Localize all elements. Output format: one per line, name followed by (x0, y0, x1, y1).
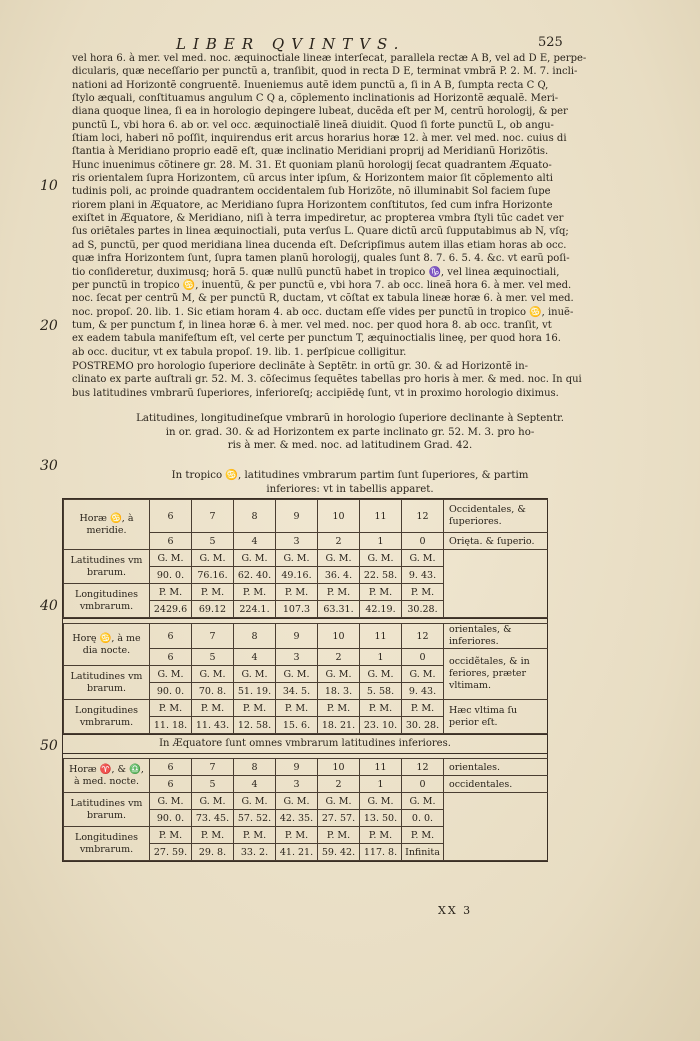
tropic-note: In tropico ♋, latitudines vmbrarum partim ſunt ſuperiores, & partim inferiores: vt in tabellis apparet. (171, 470, 529, 495)
paragraph-postremo: POSTREMO pro horologio ſuperiore declinãte à Septẽtr. in ortũ gr. 30. & ad Horizontẽ in- clinato ex parte auſtrali gr. 52. M. 3. cõſecimus ſequẽtes tabellas pro horis à mer. & med. noc. In qui bus latitudines vmbrarũ ſuperiores, inferioreſq; accipiẽdę ſunt, vt in proximo horologio diximus. (72, 361, 582, 399)
note: orientales. (444, 759, 548, 776)
latitude-label: Latitudines vm brarum. (64, 550, 150, 584)
longitude-label: Longitudines vmbrarum. (64, 700, 150, 734)
line-number-30: 30 (40, 458, 58, 474)
line-number-10: 10 (40, 178, 58, 194)
table-cancer-media-nocte: Horę ♋, à me dia nocte. 6 7 8 9 10 11 12 orientales, & inferiores. 6 5 4 3 2 1 0 occidẽtales, & in feriores, præter vltimam. Latitudines vm brarum. G. M. G. M. G. M. G. M. G. M. G. M. G. M. 90. 0. 70. 8. 51. 19. 34. 5. 18. 3. 5. 58. 9. 43. Longitudines vmbrarum. P. M. P. M. P. M. P. M. P. M. P. M. P. M. Hæc vltima ſu perior eſt. 11. 18. 11. 43. 12. 58. 15. 6. 18. 21. 23. 10. 30. 28. (63, 623, 548, 734)
line-number-50: 50 (40, 738, 58, 754)
table-cancer-meridie: Horæ ♋, à meridie. 6 7 8 9 10 11 12 Occidentales, & ſuperiores. 6 5 4 3 2 1 0 Orięta. & ſuperio. Latitudines vm brarum. G. M. G. M. G. M. G. M. G. M. G. M. G. M. 90. 0. 76.16. 62. 40. 49.16. 36. 4. 22. 58. 9. 43. Longitudines vmbrarum. P. M. P. M. P. M. P. M. P. M. P. M. P. M. 2429.6 69.12 224.1. 107.3 63.31. 42.19. 30.28. (63, 499, 548, 618)
signature-mark: XX 3 (438, 904, 473, 917)
running-head: LIBER QVINTVS. (176, 35, 406, 53)
line-number-40: 40 (40, 598, 58, 614)
table-caption: Latitudines, longitudineſque vmbrarũ in horologio ſuperiore declinante à Septentr. in or. grad. 30. & ad Horizontem ex parte inclinato gr. 52. M. 3. pro ho- ris à mer. & med. noc. ad latitudinem Grad. 42. (136, 413, 564, 452)
longitude-label: Longitudines vmbrarum. (64, 584, 150, 618)
latitude-label: Latitudines vm brarum. (64, 666, 150, 700)
hours-label: Horę ♋, à me dia nocte. (64, 624, 150, 666)
line-number-20: 20 (40, 318, 58, 334)
note: occidentales. (444, 776, 548, 793)
note: occidẽtales, & in feriores, præter vltimam. (444, 649, 548, 700)
paragraph-main: vel hora 6. à mer. vel med. noc. æquinoctiale lineæ interſecat, parallela rectæ A B, vel ad D E, perpe- dicularis, quæ neceſſario per punctũ a, tranſibit, quod in recta D E, terminat vmbrã P. 2. M. 7. incli- nationi ad Horizontẽ congruentẽ. Inueniemus autẽ idem punctũ a, ſi in A B, ſumpta recta C Q, ſtylo æquali, conſtituamus angulum C Q a, cõplemento inclinationis ad Horizontẽ æqualẽ. Meri- diana quoque linea, ſi ea in horologio depingere lubeat, ducẽda eſt per M, centrũ horologij, & per punctũ L, vbi hora 6. ab or. vel occ. æquinoctialẽ lineã diuidit. Quod ſi forte punctũ L, ob angu- ſtiam loci, haberi nõ poſſit, inquirendus erit arcus horarius horæ 12. à mer. vel med. noc. cuius di ſtantia à Meridiano proprio eadẽ eſt, quæ inclinatio Meridiani proprij ad Meridianũ Horizõtis. Hunc inuenimus cõtinere gr. 28. M. 31. Et quoniam planũ horologij ſecat quadrantem Æquato- ris orientalem ſupra Horizontem, cũ arcus inter ipſum, & Horizontem maior ſit cõplemento alti tudinis poli, ac proinde quadrantem occidentalem ſub Horizõte, nõ illuminabit Sol faciem ſupe riorem plani in Æquatore, ac Meridiano ſupra Horizontem conſtitutos, ſed cum infra Horizonte exiſtet in Æquatore, & Meridiano, niſi à terra impediretur, ac propterea vmbra ſtyli tũc cadet ver ſus oriẽtales partes in linea æquinoctiali, puta verſus L. Quare dictũ arcũ ſupputabimus ab N, vſq; ad S, punctũ, per quod meridiana linea ducenda eſt. Deſcripſimus autem illas etiam horas ab occ. quæ infra Horizontem ſunt, ſupra tamen planũ horologij, quales ſunt 8. 7. 6. 5. 4. &c. vt earũ poſi- tio conſideretur, duximusq; horã 5. quæ nullũ punctũ habet in tropico ♑, vel linea æquinoctiali, per punctũ in tropico ♋, inuentũ, & per punctũ e, vbi hora 7. ab occ. lineã hora 6. à mer. vel med. noc. ſecat per centrũ M, & per punctũ R, ductam, vt cõſtat ex tabula lineæ horæ 6. à mer. vel med. noc. propoſ. 20. lib. 1. Sic etiam horam 4. ab occ. ductam eſſe vides per punctũ in tropico ♋, inuẽ- tum, & per punctum f, in linea horæ 6. à mer. vel med. noc. per quod hora 8. ab occ. tranſit, vt ex eadem tabula manifeſtum eſt, vel certe per punctum T, æquinoctialis lineę, per quod hora 16. ab occ. ducitur, vt ex tabula propoſ. 19. lib. 1. perſpicue colligitur. (72, 53, 587, 358)
table-equator: Horæ ♈, & ♎, à med. nocte. 6 7 8 9 10 11 12 orientales. 6 5 4 3 2 1 0 occidentales. Latitudines vm brarum. G. M. G. M. G. M. G. M. G. M. G. M. G. M. 90. 0. 73. 45. 57. 52. 42. 35. 27. 57. 13. 50. 0. 0. Longitudines vmbrarum. P. M. P. M. P. M. P. M. P. M. P. M. P. M. 27. 59. 29. 8. 33. 2. 41. 21. 59. 42. 117. 8. Infinita (63, 758, 548, 861)
shadow-tables (62, 498, 548, 862)
equator-note: In Æquatore ſunt omnes vmbrarum latitudines inferiores. (63, 734, 547, 754)
note: orientales, & inferiores. (444, 624, 548, 649)
page-number: 525 (538, 35, 563, 50)
note: Occidentales, & ſuperiores. (444, 500, 548, 533)
hours-label: Horæ ♈, & ♎, à med. nocte. (64, 759, 150, 793)
longitude-label: Longitudines vmbrarum. (64, 827, 150, 861)
note: Orięta. & ſuperio. (444, 533, 548, 550)
note: Hæc vltima ſu perior eſt. (444, 700, 548, 734)
latitude-label: Latitudines vm brarum. (64, 793, 150, 827)
hours-label: Horæ ♋, à meridie. (64, 500, 150, 550)
